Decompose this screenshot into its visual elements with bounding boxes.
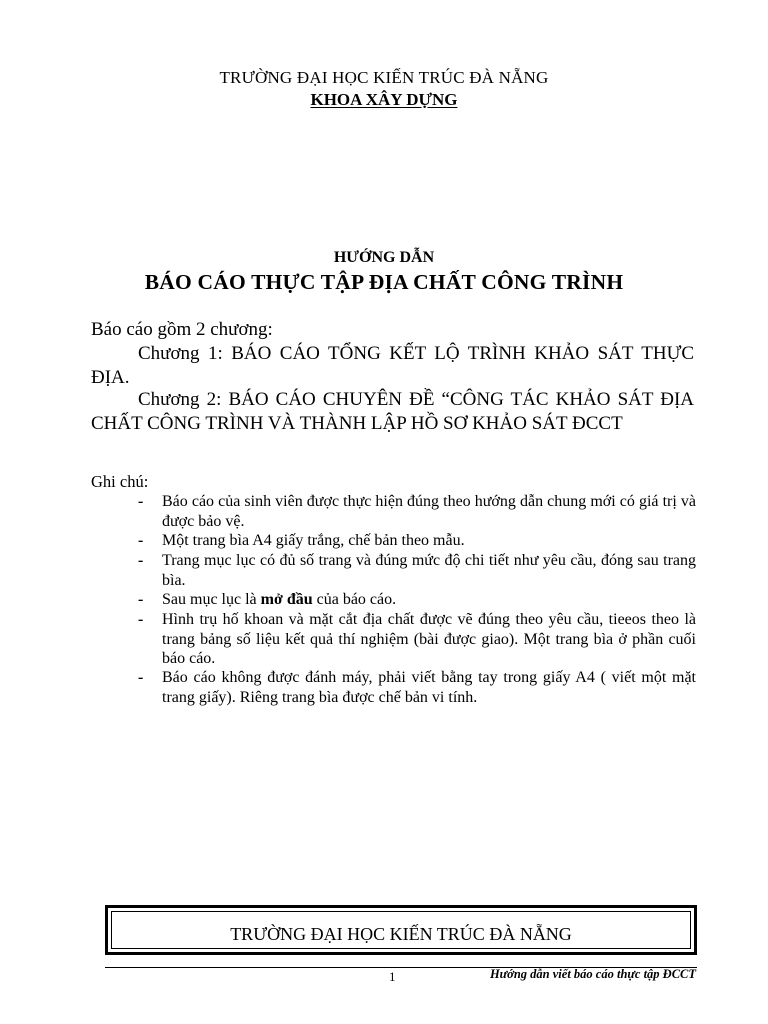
- bullet-dash: -: [138, 493, 144, 510]
- footer-caption: Hướng dẫn viết báo cáo thực tập ĐCCT: [489, 967, 696, 981]
- note-item: [138, 531, 696, 551]
- note-item: [138, 551, 696, 590]
- note-text: Báo cáo không được đánh máy, phải viết bằng tay trong giấy A4 ( viết một mặt trang giấy). Riêng trang bìa được chế bản vi tính.: [162, 669, 696, 706]
- chapter-2: Chương 2: BÁO CÁO CHUYÊN ĐỀ “CÔNG TÁC KHẢO SÁT ĐỊA CHẤT CÔNG TRÌNH VÀ THÀNH LẬP HỒ SƠ KHẢO SÁT ĐCCT: [91, 389, 694, 434]
- note-text-before: Sau mục lục là: [162, 591, 261, 608]
- chapter-1: Chương 1: BÁO CÁO TỔNG KẾT LỘ TRÌNH KHẢO SÁT THỰC ĐỊA.: [91, 343, 694, 388]
- note-item: [138, 668, 696, 707]
- bullet-dash: -: [138, 532, 144, 549]
- note-text-after: của báo cáo.: [312, 591, 397, 608]
- intro-text: Báo cáo gồm 2 chương:: [91, 319, 273, 340]
- guide-label: HƯỚNG DẪN: [333, 249, 435, 266]
- faculty-name: [0, 90, 768, 110]
- faculty-name-text: KHOA XÂY DỰNG: [310, 90, 458, 109]
- bullet-dash: -: [138, 552, 144, 569]
- footer-university-name: TRƯỜNG ĐẠI HỌC KIẾN TRÚC ĐÀ NẴNG: [230, 924, 572, 944]
- note-text: Hình trụ hố khoan và mặt cắt địa chất được vẽ đúng theo yêu cầu, tieeos theo là trang bảng số liệu kết quả thí nghiệm (bài được giao). Một trang bìa ở phần cuối báo cáo.: [162, 611, 696, 667]
- bullet-dash: -: [138, 669, 144, 686]
- notes-label: Ghi chú:: [91, 472, 149, 491]
- note-text-bold: mở đầu: [260, 591, 313, 608]
- university-name: TRƯỜNG ĐẠI HỌC KIẾN TRÚC ĐÀ NẴNG: [219, 68, 549, 87]
- document-title: BÁO CÁO THỰC TẬP ĐỊA CHẤT CÔNG TRÌNH: [144, 270, 624, 294]
- note-text: Một trang bìa A4 giấy trắng, chế bản theo mẫu.: [162, 532, 465, 549]
- note-item: [138, 492, 696, 531]
- note-item: [138, 610, 696, 669]
- page-number: 1: [389, 969, 396, 984]
- note-text: Báo cáo của sinh viên được thực hiện đúng theo hướng dẫn chung mới có giá trị và được bảo vệ.: [162, 493, 696, 530]
- note-item: [138, 590, 696, 610]
- footer-box: [105, 905, 697, 955]
- note-text: Trang mục lục có đủ số trang và đúng mức độ chi tiết như yêu cầu, đóng sau trang bìa.: [162, 552, 696, 589]
- bullet-dash: -: [138, 611, 144, 628]
- bullet-dash: -: [138, 591, 144, 608]
